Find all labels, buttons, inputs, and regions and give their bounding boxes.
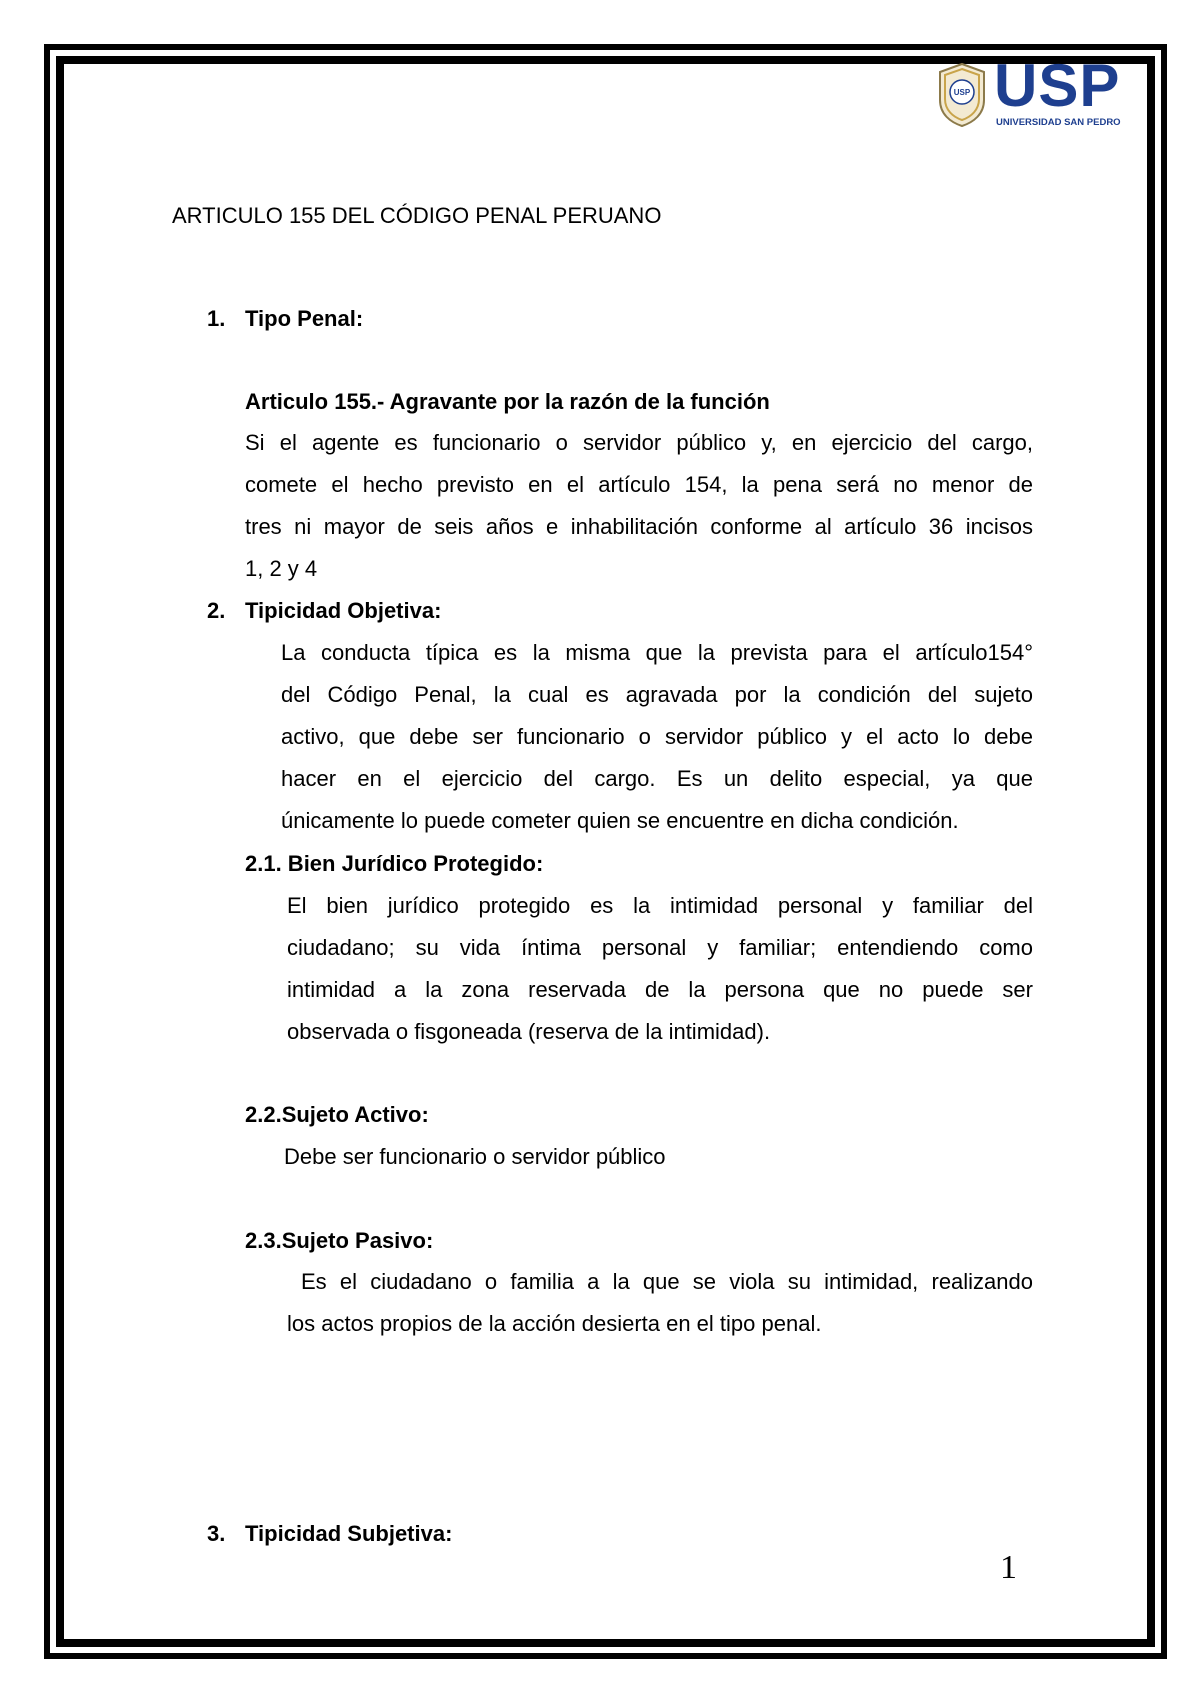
section-2-heading: Tipicidad Objetiva:: [245, 598, 442, 623]
section-2-number: 2.: [207, 598, 226, 623]
article-text: [245, 422, 1033, 590]
section-2-text-line: hacer en el ejercicio del cargo. Es un delito especial, ya que: [281, 766, 1033, 791]
section-1-heading: Tipo Penal:: [245, 306, 364, 331]
page-border-inner: [56, 52, 1155, 1647]
section-3-number: 3.: [207, 1521, 226, 1546]
section-2-1-text-line: El bien jurídico protegido es la intimidad personal y familiar del: [287, 893, 1033, 918]
section-2-text-line: únicamente lo puede cometer quien se encuentre en dicha condición.: [281, 808, 959, 833]
logo-subtitle: UNIVERSIDAD SAN PEDRO: [996, 117, 1121, 128]
logo-wordmark: USP: [994, 52, 1121, 119]
article-text-line: 1, 2 y 4: [245, 556, 318, 581]
section-2-2-heading: 2.2.Sujeto Activo:: [245, 1102, 429, 1127]
article-heading: Articulo 155.- Agravante por la razón de la función: [245, 389, 770, 414]
svg-text:USP: USP: [953, 88, 971, 97]
section-2-1-heading: 2.1. Bien Jurídico Protegido:: [245, 851, 544, 876]
section-2-3-heading: 2.3.Sujeto Pasivo:: [245, 1228, 434, 1253]
article-text-line: tres ni mayor de seis años e inhabilitación conforme al artículo 36 incisos: [245, 514, 1033, 539]
section-2-1-text: [287, 885, 1033, 1053]
university-seal-icon: [936, 62, 988, 128]
university-logo: [936, 52, 1146, 132]
section-2-text: [281, 632, 1033, 842]
section-2-1-text-line: intimidad a la zona reservada de la persona que no puede ser: [287, 977, 1033, 1002]
article-text-line: comete el hecho previsto en el artículo 154, la pena será no menor de: [245, 472, 1033, 497]
section-2-text-line: activo, que debe ser funcionario o servidor público y el acto lo debe: [281, 724, 1033, 749]
section-2-text-line: del Código Penal, la cual es agravada por la condición del sujeto: [281, 682, 1033, 707]
section-2-3-text-line: Es el ciudadano o familia a la que se viola su intimidad, realizando: [301, 1269, 1033, 1294]
section-2-text-line: La conducta típica es la misma que la prevista para el artículo154°: [281, 640, 1033, 665]
section-3-heading: Tipicidad Subjetiva:: [245, 1521, 453, 1546]
section-1-number: 1.: [207, 306, 226, 331]
section-2-1-text-line: observada o fisgoneada (reserva de la intimidad).: [287, 1019, 771, 1044]
section-2-3-text-line: los actos propios de la acción desierta en el tipo penal.: [287, 1311, 822, 1336]
document-title: ARTICULO 155 DEL CÓDIGO PENAL PERUANO: [172, 203, 662, 228]
article-text-line: Si el agente es funcionario o servidor público y, en ejercicio del cargo,: [245, 430, 1033, 455]
section-2-1-text-line: ciudadano; su vida íntima personal y familiar; entendiendo como: [287, 935, 1033, 960]
section-2-2-text: Debe ser funcionario o servidor público: [284, 1144, 666, 1169]
section-2-3-text: [287, 1261, 1033, 1345]
page-number: 1: [1000, 1549, 1017, 1586]
